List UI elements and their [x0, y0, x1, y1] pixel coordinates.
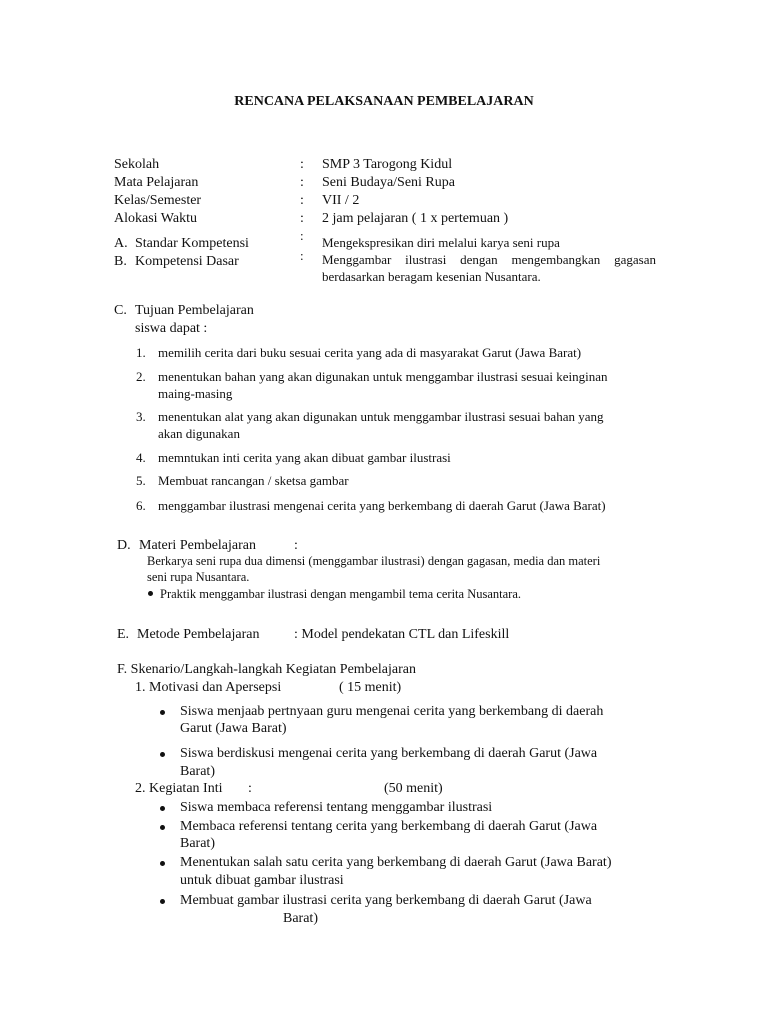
list-item-cont: untuk dibuat gambar ilustrasi [180, 873, 344, 888]
bullet-icon [160, 825, 165, 830]
section-b-marker: B. [114, 254, 127, 269]
list-item: Menentukan salah satu cerita yang berkembang di daerah Garut (Jawa Barat) [180, 855, 612, 870]
list-item: Siswa berdiskusi mengenai cerita yang berkembang di daerah Garut (Jawa [180, 746, 598, 761]
list-item-cont: akan digunakan [158, 426, 240, 441]
identity-sep: : [300, 211, 304, 226]
section-c-heading: Tujuan Pembelajaran [135, 303, 254, 318]
materi-text-line2: seni rupa Nusantara. [147, 570, 250, 584]
list-item-cont: Garut (Jawa Barat) [180, 721, 287, 736]
identity-sep: : [300, 157, 304, 172]
section-d-sep: : [294, 538, 298, 553]
list-item-cont: Barat) [180, 764, 215, 779]
step2-time: (50 menit) [384, 781, 443, 796]
list-item: menggambar ilustrasi mengenai cerita yang berkembang di daerah Garut (Jawa Barat) [158, 498, 606, 513]
list-item: Membaca referensi tentang cerita yang berkembang di daerah Garut (Jawa [180, 819, 598, 834]
list-item: menentukan alat yang akan digunakan untuk menggambar ilustrasi sesuai bahan yang [158, 409, 604, 424]
bullet-icon [160, 899, 165, 904]
section-b-sep: : [300, 248, 304, 263]
section-b-value-line2: berdasarkan beragam kesenian Nusantara. [322, 269, 541, 284]
section-d-heading: Materi Pembelajaran [139, 538, 257, 553]
list-item: memilih cerita dari buku sesuai cerita yang ada di masyarakat Garut (Jawa Barat) [158, 345, 582, 360]
identity-value-mapel: Seni Budaya/Seni Rupa [322, 175, 455, 190]
list-number: 1. [136, 345, 146, 360]
list-item-cont: Barat) [180, 836, 215, 851]
section-a-value: Mengekspresikan diri melalui karya seni rupa [322, 235, 560, 250]
identity-label-kelas: Kelas/Semester [114, 193, 202, 208]
list-number: 5. [136, 473, 146, 488]
step2-label: 2. Kegiatan Inti [135, 781, 223, 796]
section-e-value: : Model pendekatan CTL dan Lifeskill [294, 627, 510, 642]
materi-bullet-item: Praktik menggambar ilustrasi dengan mengambil tema cerita Nusantara. [160, 587, 521, 601]
identity-sep: : [300, 175, 304, 190]
identity-label-alokasi: Alokasi Waktu [114, 211, 197, 226]
section-e-heading: Metode Pembelajaran [137, 627, 260, 642]
list-item: Membuat gambar ilustrasi cerita yang berkembang di daerah Garut (Jawa [180, 893, 592, 908]
step1-label: 1. Motivasi dan Apersepsi [135, 680, 282, 695]
list-number: 2. [136, 369, 146, 384]
section-a-label: Standar Kompetensi [135, 236, 249, 251]
list-number: 6. [136, 498, 146, 513]
bullet-icon [160, 806, 165, 811]
list-number: 3. [136, 409, 146, 424]
section-b-value-line1: Menggambar ilustrasi dengan mengembangkan gagasan [322, 252, 656, 267]
identity-value-sekolah: SMP 3 Tarogong Kidul [322, 157, 453, 172]
identity-label-mapel: Mata Pelajaran [114, 175, 199, 190]
section-c-intro: siswa dapat : [135, 321, 208, 336]
list-item: Membuat rancangan / sketsa gambar [158, 473, 349, 488]
list-item: Siswa menjaab pertnyaan guru mengenai cerita yang berkembang di daerah [180, 704, 604, 719]
step2-sep: : [248, 781, 252, 796]
bullet-icon [160, 861, 165, 866]
list-number: 4. [136, 450, 146, 465]
bullet-icon [148, 591, 153, 596]
section-d-marker: D. [117, 538, 131, 553]
section-b-label: Kompetensi Dasar [135, 254, 239, 269]
list-item: Siswa membaca referensi tentang menggambar ilustrasi [180, 800, 493, 815]
identity-value-alokasi: 2 jam pelajaran ( 1 x pertemuan ) [322, 211, 509, 226]
list-item-cont: maing-masing [158, 386, 233, 401]
step1-time: ( 15 menit) [339, 680, 402, 695]
section-a-sep: : [300, 228, 304, 243]
bullet-icon [160, 710, 165, 715]
section-a-marker: A. [114, 236, 128, 251]
identity-label-sekolah: Sekolah [114, 157, 160, 172]
section-c-marker: C. [114, 303, 127, 318]
bullet-icon [160, 752, 165, 757]
list-item-cont: Barat) [283, 911, 318, 926]
identity-sep: : [300, 193, 304, 208]
list-item: memntukan inti cerita yang akan dibuat gambar ilustrasi [158, 450, 451, 465]
identity-value-kelas: VII / 2 [322, 193, 360, 208]
list-item: menentukan bahan yang akan digunakan untuk menggambar ilustrasi sesuai keinginan [158, 369, 608, 384]
document-title: RENCANA PELAKSANAAN PEMBELAJARAN [234, 94, 534, 109]
section-f-heading: F. Skenario/Langkah-langkah Kegiatan Pembelajaran [117, 662, 416, 677]
section-e-marker: E. [117, 627, 130, 642]
materi-text-line1: Berkarya seni rupa dua dimensi (menggambar ilustrasi) dengan gagasan, media dan materi [147, 554, 601, 568]
